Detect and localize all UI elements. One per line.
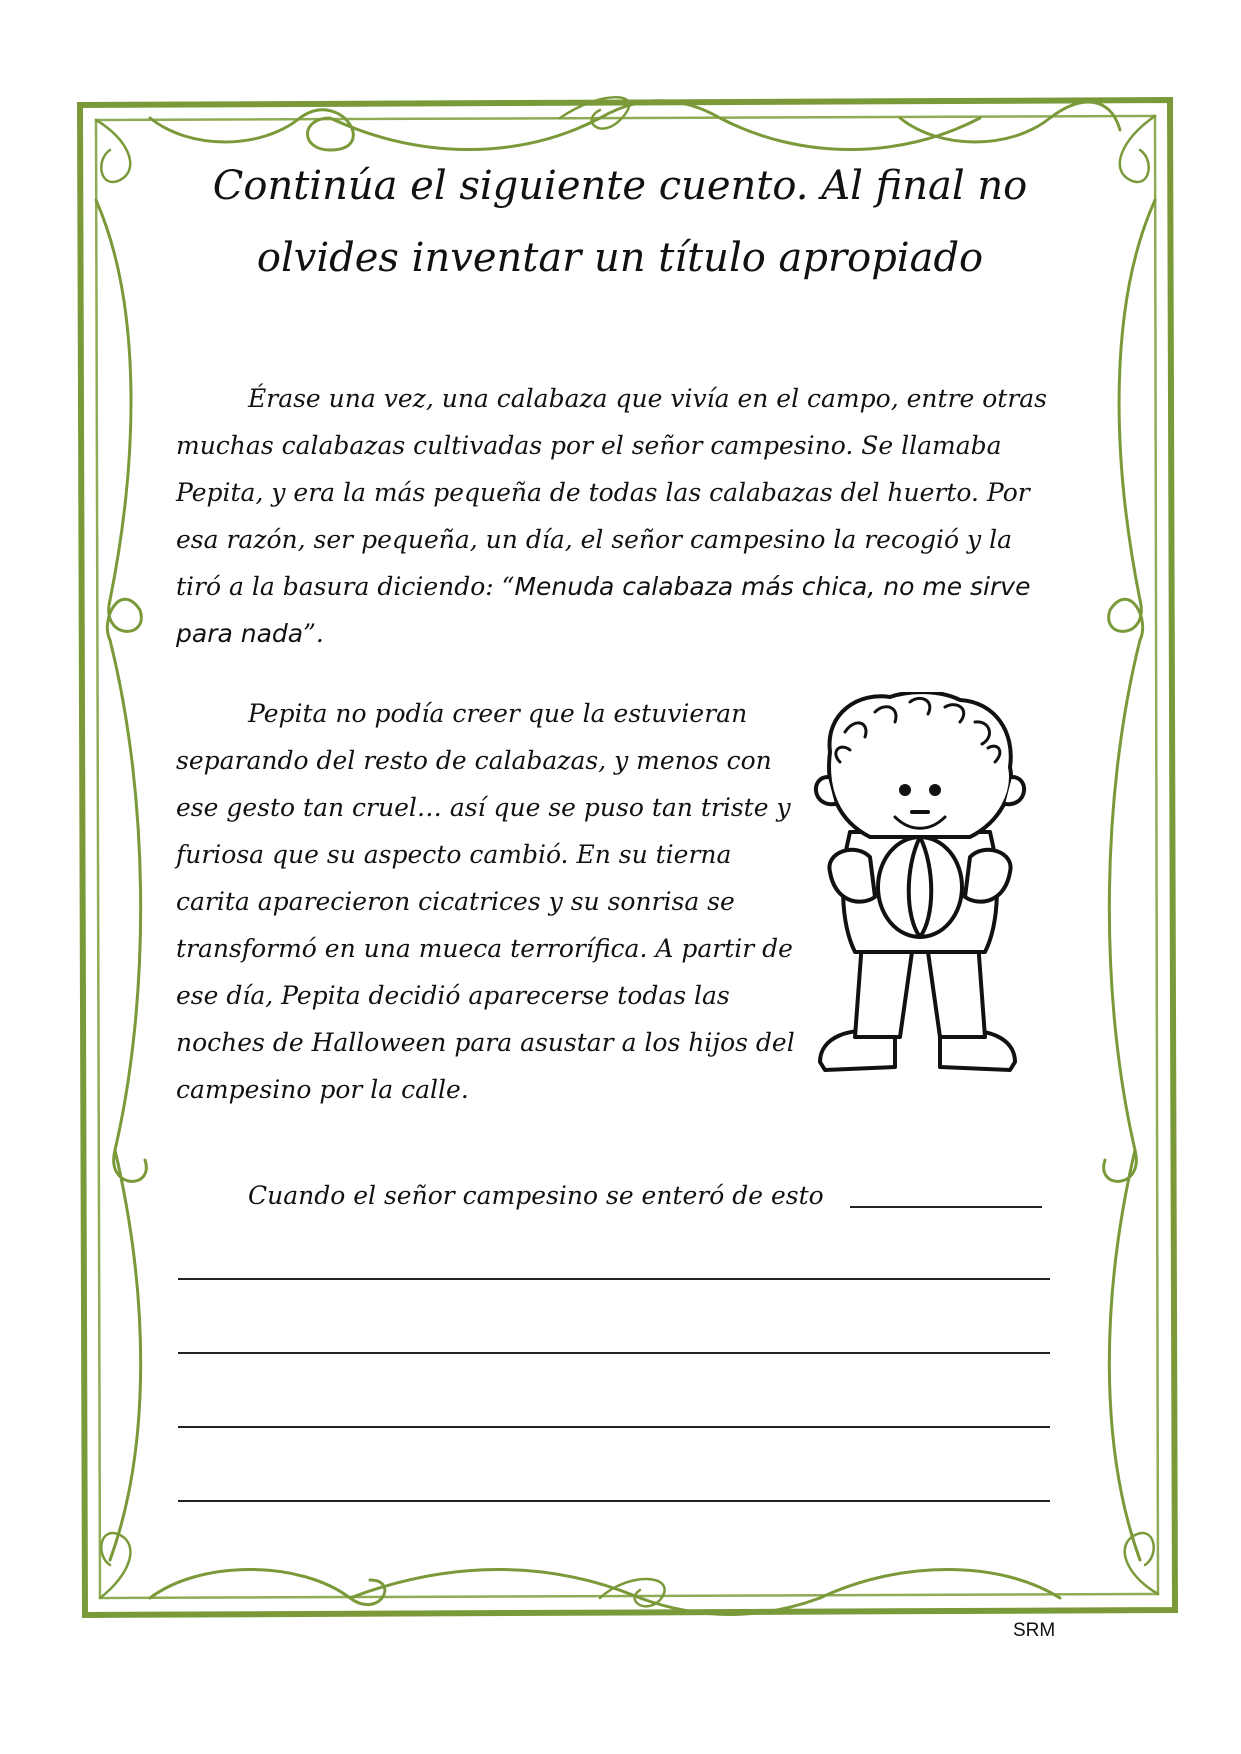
paragraph-1-closing: ”. [303, 619, 324, 648]
answer-line-3[interactable] [178, 1352, 1050, 1354]
boy-with-pumpkin-illustration [800, 692, 1040, 1092]
paragraph-1-quote: Menuda calabaza más chica, no me sirve para nada [176, 572, 1031, 648]
title-line-1: Continúa el siguiente cuento. Al final no [212, 163, 1028, 209]
answer-line-2[interactable] [178, 1278, 1050, 1280]
story-paragraph-1 [176, 375, 1056, 657]
story-paragraph-2 [176, 690, 806, 1113]
answer-line-1[interactable] [850, 1206, 1042, 1208]
paragraph-1-text: Érase una vez, una calabaza que vivía en el campo, entre otras muchas calabazas cultivadas por el señor campesino. Se llamaba Pepita, y era la más pequeña de todas las calabazas del huerto. Por esa razón, ser pequeña, un día, el señor campesino la recogió y la tiró a la basura diciendo: “ [176, 384, 1047, 601]
answer-line-5[interactable] [178, 1500, 1050, 1502]
continuation-prompt: Cuando el señor campesino se enteró de esto [248, 1181, 824, 1210]
title-line-2: olvides inventar un título apropiado [256, 235, 984, 281]
paragraph-2-text: Pepita no podía creer que la estuvieran separando del resto de calabazas, y menos con ese gesto tan cruel… así que se puso tan triste y furiosa que su aspecto cambió. En su tierna carita aparecieron cicatrices y su sonrisa se transformó en una mueca terrorífica. A partir de ese día, Pepita decidió aparecerse todas las noches de Halloween para asustar a los hijos del campesino por la calle. [176, 699, 795, 1104]
worksheet-title [180, 150, 1060, 294]
author-initials: SRM [1013, 1620, 1056, 1641]
answer-line-4[interactable] [178, 1426, 1050, 1428]
